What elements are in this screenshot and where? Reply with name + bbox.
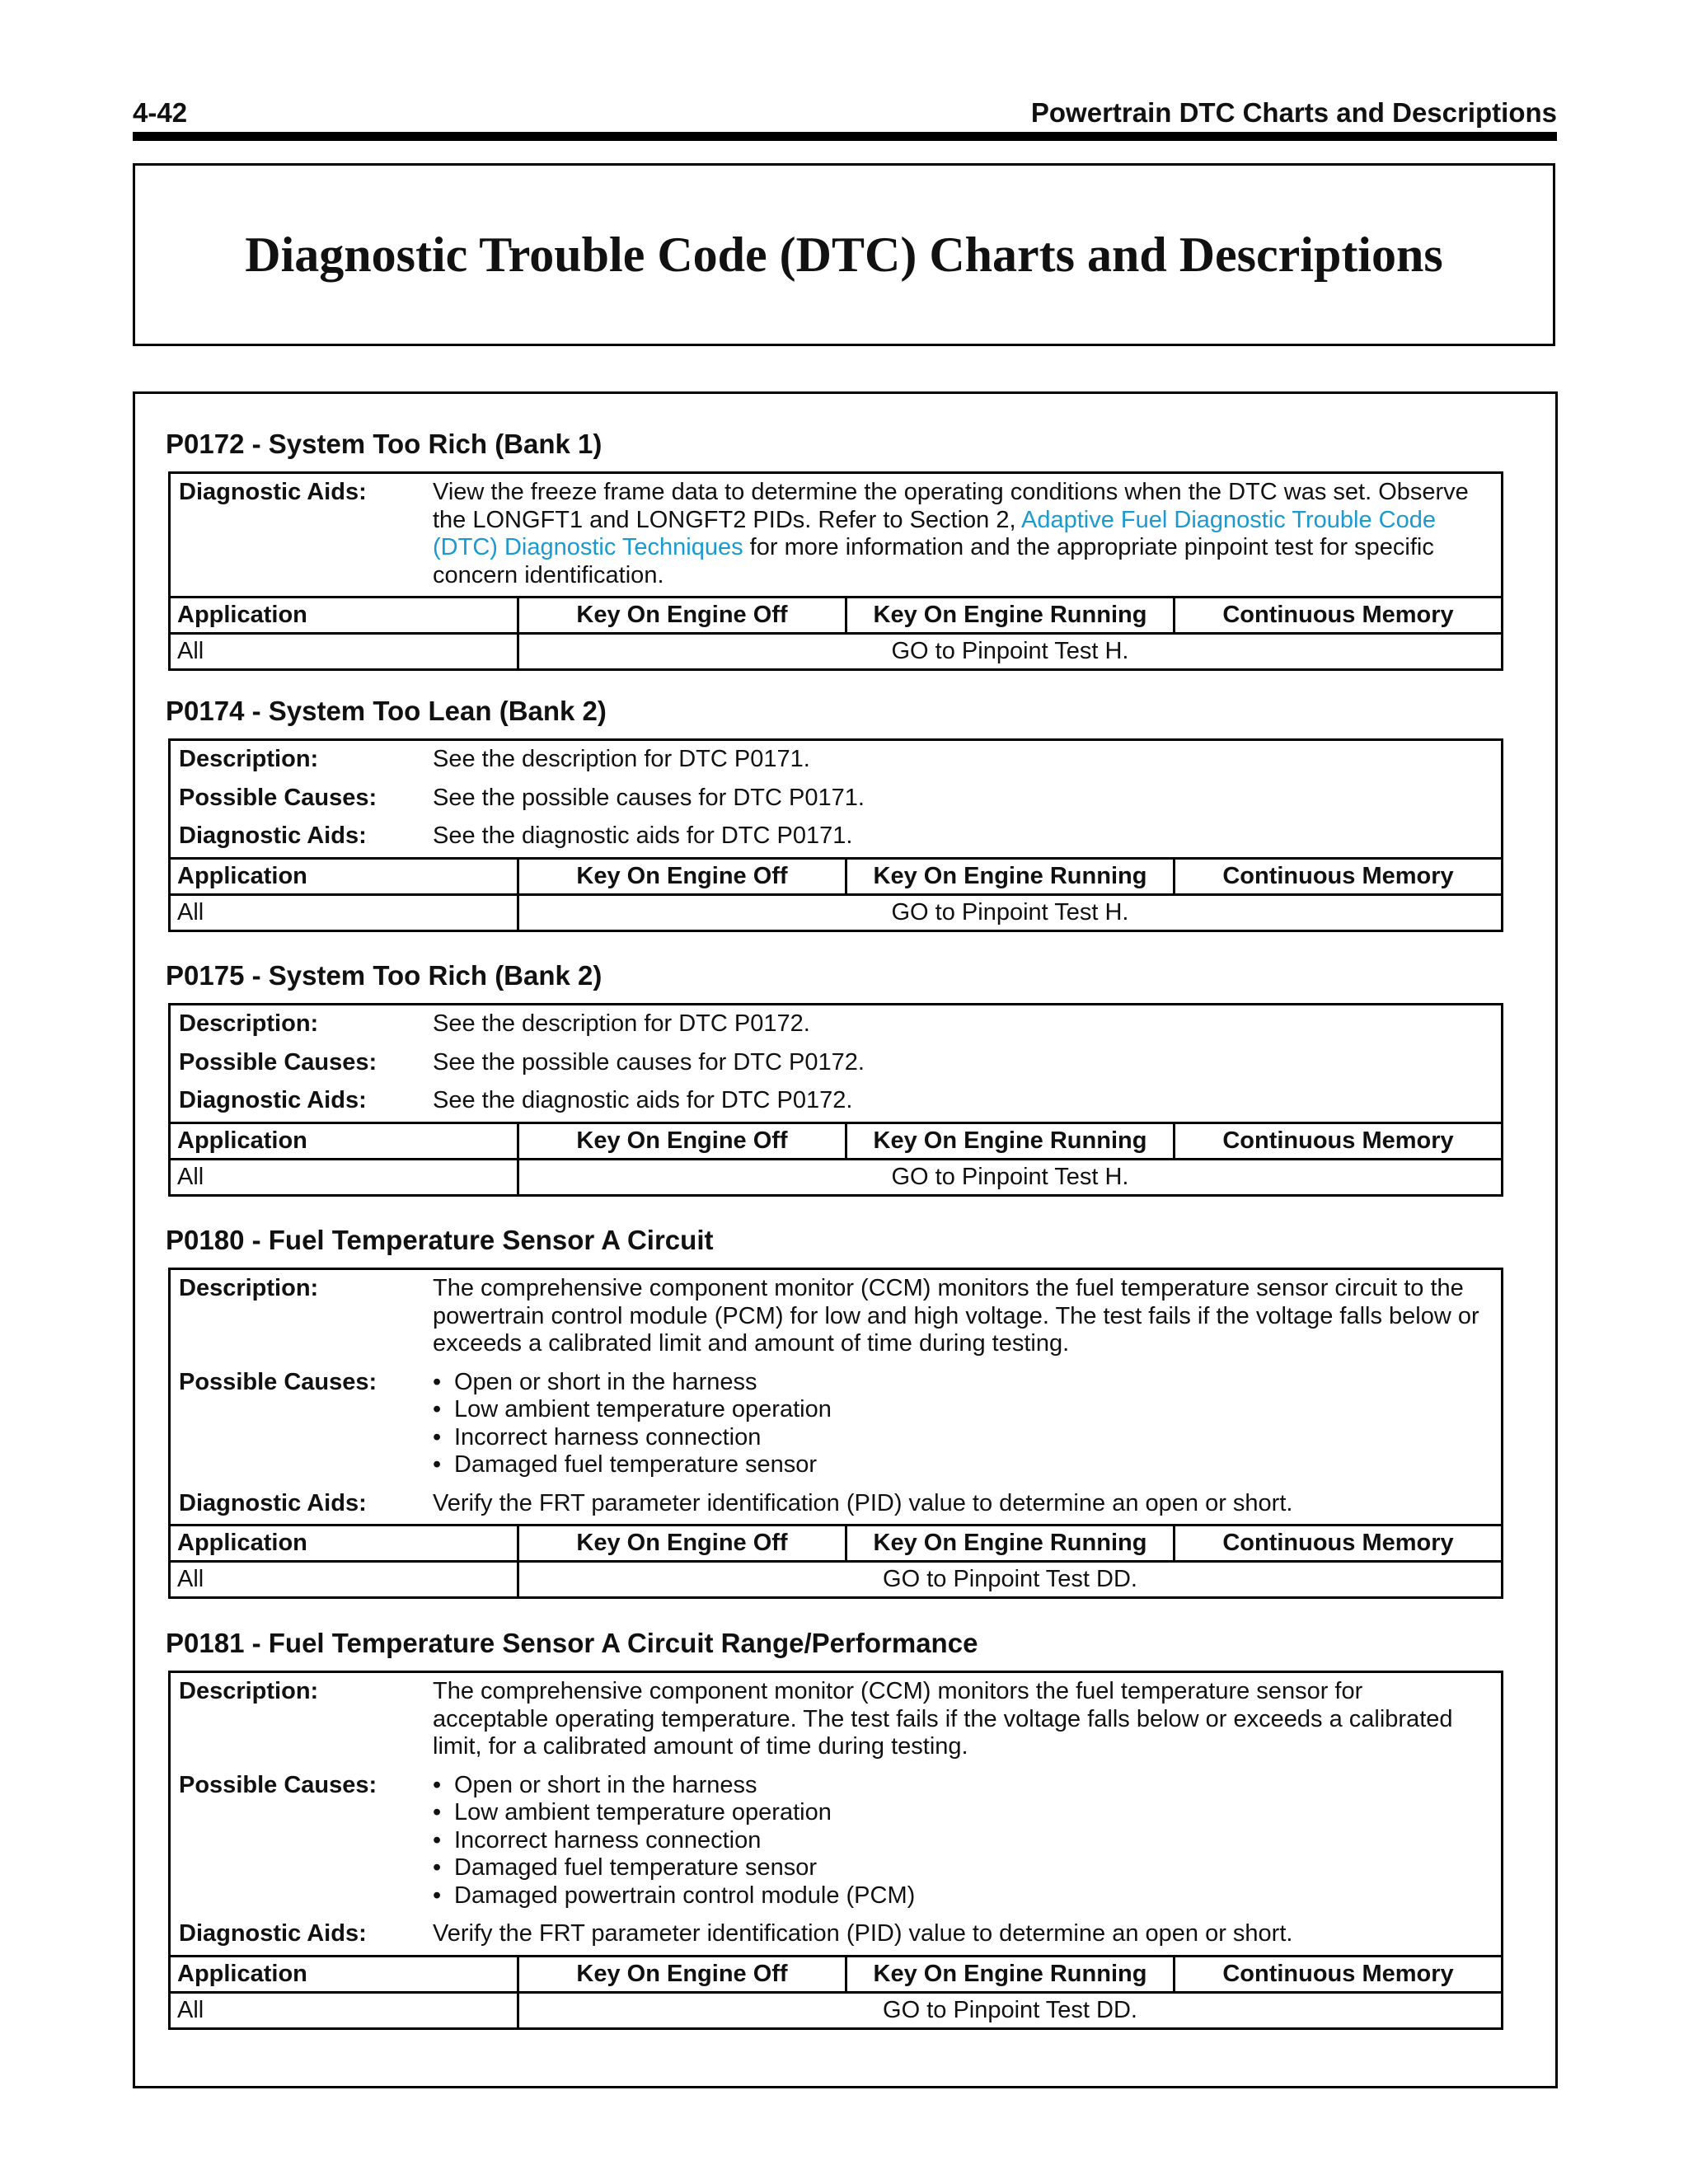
diagnostic-aids-value: [433, 479, 1501, 589]
table-header-row: [171, 857, 1501, 893]
description-row: [171, 1010, 1501, 1038]
description-label: Description:: [179, 1010, 319, 1037]
causes-list: [433, 1772, 1484, 1910]
description-value: The comprehensive component monitor (CCM) monitors the fuel temperature sensor circuit to the powertrain control module (PCM) for low and high voltage. The test fails if the voltage falls below or exceeds a calibrated limit and amount of time during testing.: [433, 1275, 1479, 1357]
table-row: [171, 893, 1501, 930]
diagnostic-aids-text-end: for more information and the appropriate pinpoint test for specific concern identification.: [433, 534, 1434, 588]
description-label: Description:: [179, 746, 319, 772]
col-koeo: Key On Engine Off: [517, 1526, 845, 1560]
info-area: [171, 474, 1501, 596]
list-item: • Low ambient temperature operation: [433, 1799, 1484, 1827]
list-item: • Open or short in the harness: [433, 1369, 1484, 1397]
possible-causes-value: See the possible causes for DTC P0171.: [433, 784, 865, 811]
header-rule: [133, 132, 1557, 141]
action-value: GO to Pinpoint Test DD.: [517, 1563, 1501, 1596]
table-header-row: [171, 1524, 1501, 1560]
col-application: Application: [177, 1960, 307, 1987]
list-item: • Damaged powertrain control module (PCM): [433, 1882, 1484, 1910]
diagnostic-aids-label: Diagnostic Aids:: [179, 1087, 367, 1113]
list-item: • Incorrect harness connection: [433, 1424, 1484, 1452]
possible-causes-row: [171, 785, 1501, 813]
page-title: Diagnostic Trouble Code (DTC) Charts and Descriptions: [245, 227, 1443, 282]
info-area: [171, 1673, 1501, 1955]
list-item: • Low ambient temperature operation: [433, 1396, 1484, 1424]
list-item: • Open or short in the harness: [433, 1772, 1484, 1800]
section-title: P0172 - System Too Rich (Bank 1): [166, 429, 603, 459]
diagnostic-aids-row: [171, 1087, 1501, 1115]
possible-causes-label: Possible Causes:: [179, 1368, 377, 1395]
description-row: [171, 746, 1501, 774]
section-title: P0174 - System Too Lean (Bank 2): [166, 696, 607, 726]
diagnostic-aids-value: See the diagnostic aids for DTC P0172.: [433, 1087, 853, 1113]
col-koeo: Key On Engine Off: [517, 598, 845, 632]
diagnostic-aids-value: Verify the FRT parameter identification (PID) value to determine an open or short.: [433, 1489, 1293, 1516]
possible-causes-value: [433, 1772, 1501, 1910]
application-value: All: [177, 898, 204, 926]
title-box: [133, 163, 1555, 346]
reference-link[interactable]: Adaptive Fuel Diagnostic Trouble Code (DTC) Diagnostic Techniques: [433, 506, 1436, 560]
description-label: Description:: [179, 1678, 319, 1704]
col-koeo: Key On Engine Off: [517, 860, 845, 893]
table-row: [171, 1158, 1501, 1194]
possible-causes-row: [171, 1772, 1501, 1910]
diagnostic-aids-value: Verify the FRT parameter identification (PID) value to determine an open or short.: [433, 1920, 1293, 1947]
diagnostic-aids-row: [171, 823, 1501, 851]
dtc-table: [168, 1003, 1503, 1197]
col-koeo: Key On Engine Off: [517, 1957, 845, 1991]
dtc-table: [168, 471, 1503, 671]
diagnostic-aids-label: Diagnostic Aids:: [179, 823, 367, 849]
running-title: Powertrain DTC Charts and Descriptions: [1030, 97, 1557, 128]
col-koer: Key On Engine Running: [845, 598, 1173, 632]
description-value: See the description for DTC P0172.: [433, 1010, 810, 1037]
possible-causes-row: [171, 1369, 1501, 1479]
col-application: Application: [177, 1127, 307, 1154]
action-value: GO to Pinpoint Test H.: [517, 635, 1501, 668]
diagnostic-aids-row: [171, 1920, 1501, 1948]
possible-causes-label: Possible Causes:: [179, 1048, 377, 1076]
causes-list: [433, 1369, 1484, 1479]
page-header: [133, 97, 1557, 130]
diagnostic-aids-label: Diagnostic Aids:: [179, 1489, 367, 1516]
diagnostic-aids-row: [171, 479, 1501, 589]
description-value: See the description for DTC P0171.: [433, 746, 810, 772]
dtc-table: [168, 738, 1503, 932]
table-row: [171, 1560, 1501, 1596]
application-value: All: [177, 1566, 204, 1592]
section-title: P0175 - System Too Rich (Bank 2): [166, 960, 603, 991]
table-header-row: [171, 1955, 1501, 1991]
col-application: Application: [177, 1530, 307, 1556]
col-continuous-memory: Continuous Memory: [1173, 1526, 1501, 1560]
application-value: All: [177, 1996, 204, 2023]
diagnostic-aids-label: Diagnostic Aids:: [179, 1920, 367, 1947]
list-item: • Damaged fuel temperature sensor: [433, 1451, 1484, 1479]
info-area: [171, 741, 1501, 857]
possible-causes-label: Possible Causes:: [179, 784, 377, 811]
possible-causes-value: [433, 1369, 1501, 1479]
col-koeo: Key On Engine Off: [517, 1124, 845, 1158]
application-value: All: [177, 1163, 204, 1190]
possible-causes-value: See the possible causes for DTC P0172.: [433, 1048, 865, 1076]
description-label: Description:: [179, 1275, 319, 1301]
col-application: Application: [177, 602, 307, 628]
diagnostic-aids-row: [171, 1490, 1501, 1518]
page-number: 4-42: [133, 97, 188, 128]
description-row: [171, 1275, 1501, 1358]
section-title: P0181 - Fuel Temperature Sensor A Circuit Range/Performance: [166, 1628, 978, 1658]
list-item: • Damaged fuel temperature sensor: [433, 1854, 1484, 1882]
possible-causes-row: [171, 1049, 1501, 1077]
table-row: [171, 1991, 1501, 2027]
diagnostic-aids-text: View the freeze frame data to determine the operating conditions when the DTC was set. Observe the LONGFT1 and LONGFT2 PIDs. Refer to Section 2,: [433, 479, 1469, 533]
table-header-row: [171, 596, 1501, 632]
info-area: [171, 1270, 1501, 1524]
dtc-table: [168, 1268, 1503, 1599]
dtc-table: [168, 1671, 1503, 2030]
diagnostic-aids-value: See the diagnostic aids for DTC P0171.: [433, 823, 853, 849]
list-item: • Incorrect harness connection: [433, 1827, 1484, 1855]
info-area: [171, 1005, 1501, 1122]
action-value: GO to Pinpoint Test H.: [517, 1160, 1501, 1194]
table-row: [171, 632, 1501, 668]
col-koer: Key On Engine Running: [845, 1957, 1173, 1991]
application-value: All: [177, 638, 204, 664]
description-row: [171, 1678, 1501, 1761]
section-title: P0180 - Fuel Temperature Sensor A Circuit: [166, 1225, 714, 1255]
possible-causes-label: Possible Causes:: [179, 1771, 377, 1798]
col-continuous-memory: Continuous Memory: [1173, 598, 1501, 632]
col-continuous-memory: Continuous Memory: [1173, 1957, 1501, 1991]
col-application: Application: [177, 862, 307, 889]
table-header-row: [171, 1122, 1501, 1158]
action-value: GO to Pinpoint Test DD.: [517, 1994, 1501, 2027]
col-koer: Key On Engine Running: [845, 1124, 1173, 1158]
diagnostic-aids-label: Diagnostic Aids:: [179, 479, 367, 505]
action-value: GO to Pinpoint Test H.: [517, 896, 1501, 930]
col-koer: Key On Engine Running: [845, 1526, 1173, 1560]
col-koer: Key On Engine Running: [845, 860, 1173, 893]
description-value: The comprehensive component monitor (CCM) monitors the fuel temperature sensor for acceptable operating temperature. The test fails if the voltage falls below or exceeds a calibrated limit, for a calibrated amount of time during testing.: [433, 1678, 1453, 1760]
col-continuous-memory: Continuous Memory: [1173, 860, 1501, 893]
col-continuous-memory: Continuous Memory: [1173, 1124, 1501, 1158]
